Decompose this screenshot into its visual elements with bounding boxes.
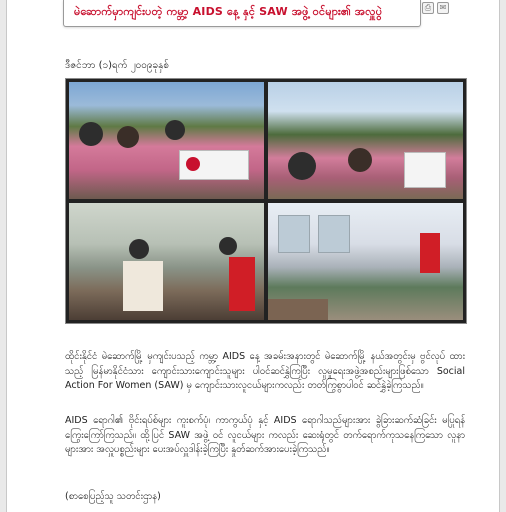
page-icons	[422, 2, 449, 14]
title-bar	[63, 0, 421, 27]
photo-grid	[65, 78, 467, 324]
document-page	[6, 0, 500, 512]
photo-march-banner	[268, 82, 463, 199]
paragraph-1: ထိုင်းနိုင်ငံ မဲဆောက်မြို့ မှကျင်းပသည့် ကမ္ဘာ့ AIDS နေ့ အခမ်းအနားတွင် မဲဆောက်မြို့ နယ်အတွင်းမှ ဗွင်လုပ် ထားသည့် မြန်မာနိုင်ငံသား ကျောင်းသားကျောင်းသူများ ပါဝင်ဆင်နွှဲကြပြီး လူမှုရေးအဖွဲ့အစည်းများဖြစ်သော Social Action For Women (SAW) မှ ကျောင်းသားလူငယ်များကလည်း တတ်ကြွစွာပါဝင် ဆင်နွှဲခဲ့ကြသည်။	[65, 351, 465, 392]
photo-hospital-visit	[69, 203, 264, 320]
print-icon[interactable]: ⎙	[422, 2, 434, 14]
photo-hospital-ward	[268, 203, 463, 320]
email-icon[interactable]: ✉	[437, 2, 449, 14]
paragraph-2: AIDS ရောဂါ၏ ဗိုင်းရပ်စ်များ ကူးစက်ပုံ၊ ကာကွယ်ပုံ နှင့် AIDS ရောဂါသည်များအား ခွဲခြားဆက်ဆံခြင်း မပြုရန် ကြွေးကြော်ကြသည်။ ထို့ပြင် SAW အဖွဲ့ ဝင် လူငယ်များ ကလည်း ဆေးရုံတွင် တက်ရောက်ကုသနေကြသော လူနာများအား အလှူပစ္စည်းများ ပေးအပ်လှူဒါန်းခဲ့ကြပြီး နှုတ်ဆက်အားပေးခဲ့ကြသည်။	[65, 415, 465, 456]
article-title: မဲဆောက်မှာကျင်းပတဲ့ ကမ္ဘာ့ AIDS နေ့ နှင့် SAW အဖွဲ့ ဝင်များ၏ အလှူပွဲ	[74, 5, 383, 18]
source-caption: (စာစေပြည့်သူ သတင်းဌာန)	[65, 491, 161, 502]
article-date: ဒီဇင်ဘာ (၁)ရက် ၂၀၀၉ခုနှစ်	[65, 60, 169, 71]
photo-march-crowd	[69, 82, 264, 199]
